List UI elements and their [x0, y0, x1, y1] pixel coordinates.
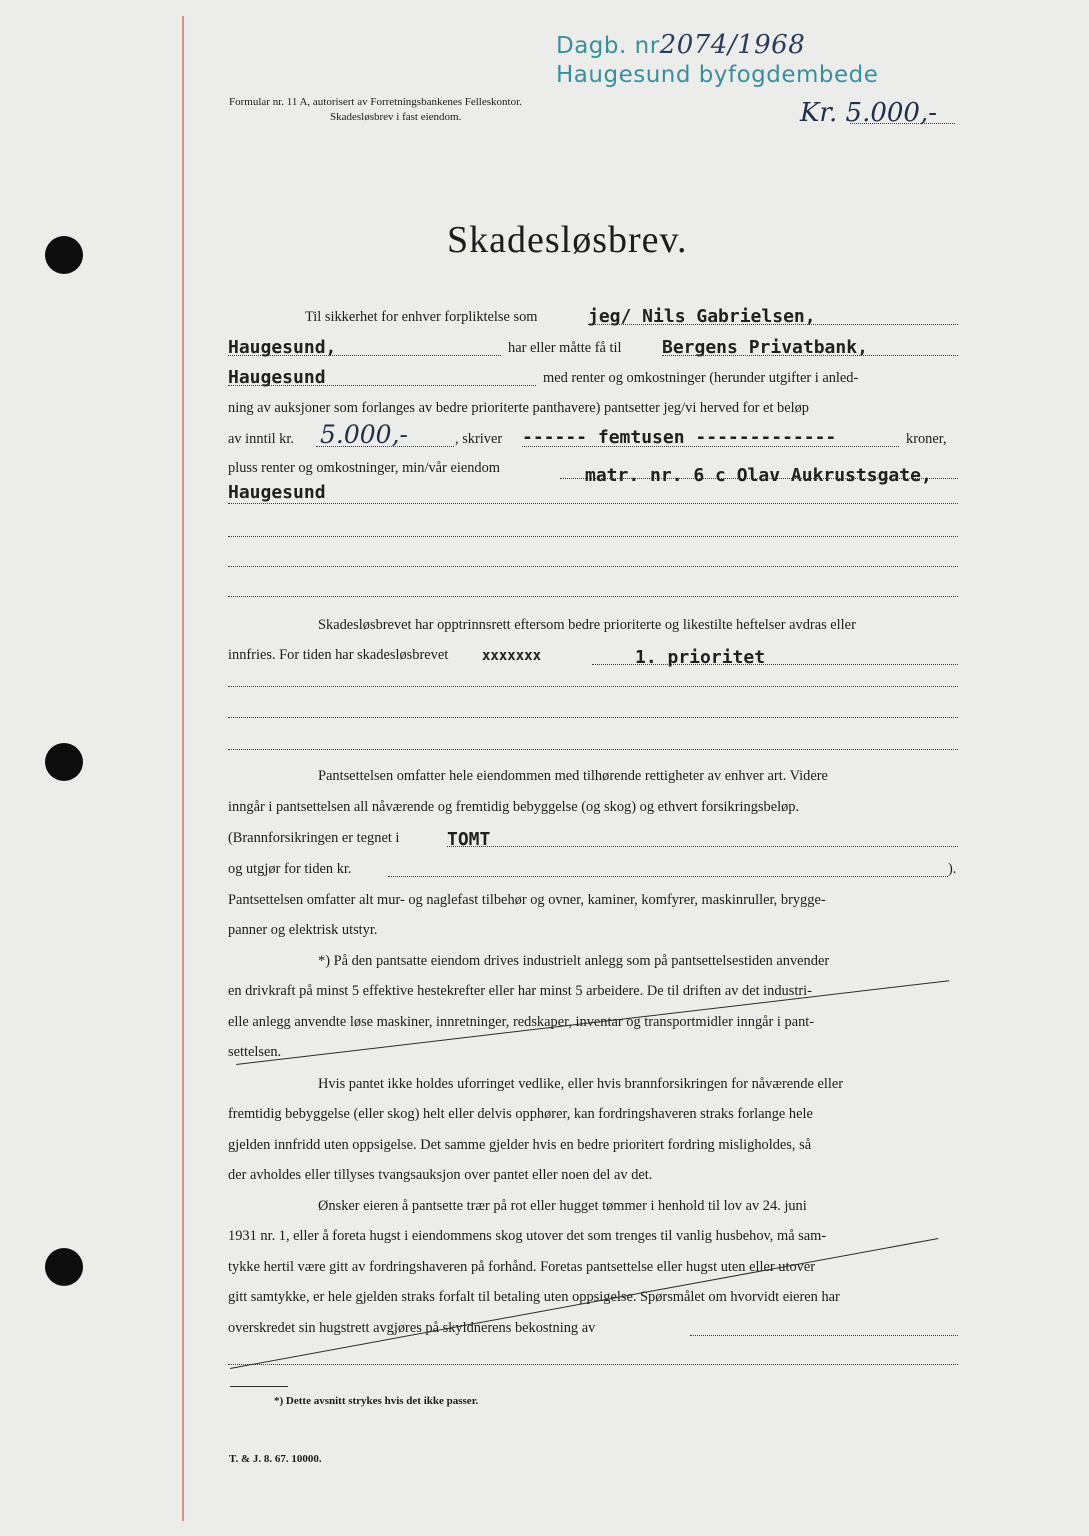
s1-line7-dots [228, 503, 958, 504]
document-title: Skadesløsbrev. [447, 219, 688, 261]
s1-line6-text: pluss renter og omkostninger, min/vår eiendom [228, 460, 500, 476]
registration-stamp-line1 [556, 30, 805, 60]
borrower-name-field: jeg/ Nils Gabrielsen, [588, 306, 816, 327]
s1-line5-dots-b [522, 446, 899, 447]
punch-hole-top [45, 236, 83, 274]
s3-line4-dots [388, 876, 948, 877]
s1-line5-text-b: , skriver [455, 431, 503, 447]
s2-line5-dots [228, 749, 958, 750]
s5-line3: gjelden innfridd uten oppsigelse. Det samme gjelder hvis en bedre prioritert fordring misligholdes, så [228, 1137, 812, 1153]
amount-in-words-field: ------ femtusen ------------- [522, 427, 837, 448]
property-city-field: Haugesund [228, 482, 326, 503]
s3-line1: Pantsettelsen omfatter hele eiendommen med tilhørende rettigheter av enhver art. Videre [318, 768, 828, 784]
s2-line2-dots [592, 664, 958, 665]
form-type-line: Skadesløsbrev i fast eiendom. [330, 111, 462, 123]
stamp-number: 2074/1968 [659, 30, 806, 60]
punch-hole-bottom [45, 1248, 83, 1286]
s1-line1-dots [588, 324, 958, 325]
red-margin-line [182, 16, 184, 1521]
form-id-line: Formular nr. 11 A, autorisert av Forretningsbankenes Felleskontor. [229, 96, 522, 108]
s1-line5-dots-a [316, 446, 454, 447]
s3-line4-end: ). [948, 861, 957, 877]
amount-underline [850, 123, 955, 124]
s1-line9-dots [228, 566, 958, 567]
s1-line3-dots [228, 385, 536, 386]
s1-line2-dots-b [662, 355, 958, 356]
s1-line8-dots [228, 536, 958, 537]
insurance-field: TOMT [447, 829, 491, 850]
s5-line1: Hvis pantet ikke holdes uforringet vedlike, eller hvis brannforsikringen for nåværende eller [318, 1076, 844, 1092]
creditor-city-field: Haugesund [228, 367, 326, 388]
s1-line5-text-a: av inntil kr. [228, 431, 294, 447]
s3-line3-dots [447, 846, 958, 847]
s4-line4: settelsen. [228, 1044, 282, 1060]
s3-line6: panner og elektrisk utstyr. [228, 922, 378, 938]
s2-line4-dots [228, 717, 958, 718]
s4-line3: elle anlegg anvendte løse maskiner, innretninger, redskaper, inventar og transportmidler inngår i pant- [228, 1014, 815, 1030]
s1-line1-text: Til sikkerhet for enhver forpliktelse som [305, 309, 538, 325]
s1-line5-text-c: kroner, [906, 431, 947, 447]
s2-line1-text: Skadesløsbrevet har opptrinnsrett eftersom bedre prioriterte og likestilte heftelser avdras eller [318, 617, 856, 633]
s6-line6-dots [228, 1364, 958, 1365]
registration-stamp-line2: Haugesund byfogdembede [556, 62, 879, 88]
s3-line3-text: (Brannforsikringen er tegnet i [228, 830, 400, 846]
s6-line2: 1931 nr. 1, eller å foreta hugst i eiendommens skog utover det som trenges til vanlig husbehov, må sam- [228, 1228, 827, 1244]
priority-field: 1. prioritet [635, 647, 766, 668]
s2-line3-dots [228, 686, 958, 687]
punch-hole-middle [45, 743, 83, 781]
borrower-city-field: Haugesund, [228, 337, 337, 358]
creditor-name-field: Bergens Privatbank, [662, 337, 868, 358]
s6-line1: Ønsker eieren å pantsette trær på rot eller hugget tømmer i henhold til lov av 24. juni [318, 1198, 807, 1214]
s1-line3-text: med renter og omkostninger (herunder utgifter i anled- [543, 370, 859, 386]
footnote-text: *) Dette avsnitt strykes hvis det ikke passer. [274, 1395, 479, 1407]
s6-line4: gitt samtykke, er hele gjelden straks forfalt til betaling uten oppsigelse. Spørsmålet om hvorvidt eieren har [228, 1289, 840, 1305]
s3-line2: inngår i pantsettelsen all nåværende og fremtidig bebyggelse (og skog) og ethvert forsikringsbeløp. [228, 799, 800, 815]
s1-line2-dots-a [228, 355, 501, 356]
s3-line4-text: og utgjør for tiden kr. [228, 861, 352, 877]
s4-line2: en drivkraft på minst 5 effektive hestekrefter eller har minst 5 arbeidere. De til driften av det industri- [228, 983, 812, 999]
s6-line5-dots [690, 1335, 958, 1336]
s5-line4: der avholdes eller tillyses tvangsauksjon over pantet eller noen del av det. [228, 1167, 653, 1183]
s2-line2-text: innfries. For tiden har skadesløsbrevet [228, 647, 449, 663]
s1-line10-dots [228, 596, 958, 597]
loan-amount-field: 5.000,- [320, 420, 408, 449]
footnote-rule [230, 1386, 288, 1387]
s6-line5: overskredet sin hugstrett avgjøres på skyldnerens bekostning av [228, 1320, 596, 1336]
printer-mark: T. & J. 8. 67. 10000. [229, 1453, 322, 1465]
s3-line5: Pantsettelsen omfatter alt mur- og naglefast tilbehør og ovner, kaminer, komfyrer, maskinruller, brygge- [228, 892, 826, 908]
struck-out-text: xxxxxxx [482, 648, 542, 664]
property-field: matr. nr. 6 c Olav Aukrustsgate, [585, 465, 932, 486]
s1-line6-dots [560, 478, 958, 479]
stamp-prefix: Dagb. nr [556, 33, 660, 59]
s5-line2: fremtidig bebyggelse (eller skog) helt eller delvis opphører, kan fordringshaveren straks forlange hele [228, 1106, 813, 1122]
s4-line1: *) På den pantsatte eiendom drives industrielt anlegg som på pantsettelsestiden anvender [318, 953, 830, 969]
s6-line3: tykke hertil være gitt av fordringshaveren på forhånd. Foretas pantsettelse eller hugst uten eller utover [228, 1259, 816, 1275]
s1-line4-text: ning av auksjoner som forlanges av bedre prioriterte panthavere) pantsetter jeg/vi herved for et beløp [228, 400, 810, 416]
s1-line2-text: har eller måtte få til [508, 340, 622, 356]
amount-header: Kr. 5.000,- [800, 98, 938, 128]
